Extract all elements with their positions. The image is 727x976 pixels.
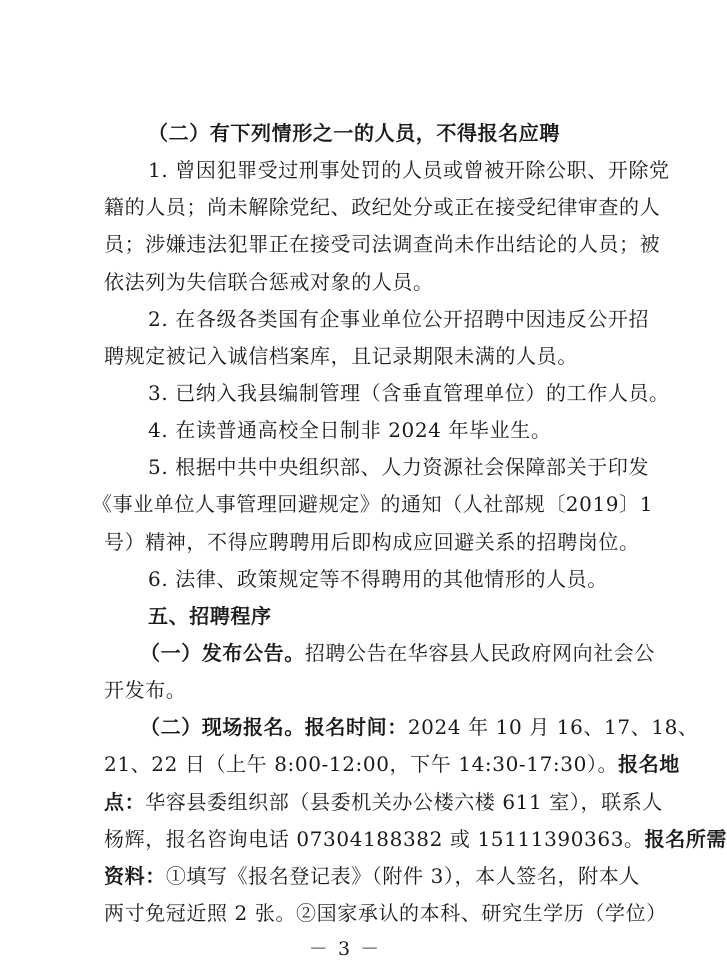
sub-2-line-2 [104,749,680,779]
page-number: － 3 － [308,938,382,960]
sub-1-text: 招聘公告在华容县人民政府网向社会公 [304,641,656,665]
item-6: 6. 法律、政策规定等不得聘用的其他情形的人员。 [148,567,608,591]
item-5-line-1: 5. 根据中共中央组织部、人力资源社会保障部关于印发 [148,455,650,479]
item-1-line-4: 依法列为失信联合惩戒对象的人员。 [104,270,434,294]
sub-1-line-2: 开发布。 [104,678,187,702]
sub-2-materials-label: 报名所需 [644,827,727,851]
sub-2-line-1 [140,712,699,742]
sub-2-time: 2024 年 10 月 16、17、18、 [407,715,699,739]
item-4: 4. 在读普通高校全日制非 2024 年毕业生。 [148,418,552,442]
sub-2-line-4 [104,824,727,854]
item-5-line-2: 《事业单位人事管理回避规定》的通知（人社部规〔2019〕1 [92,492,654,516]
item-1-line-1: 1. 曾因犯罪受过刑事处罚的人员或曾被开除公职、开除党 [148,158,670,182]
item-5-line-3: 号）精神，不得应聘聘用后即构成应回避关系的招聘岗位。 [104,530,640,554]
item-3: 3. 已纳入我县编制管理（含垂直管理单位）的工作人员。 [148,381,670,405]
sub-2-line-3 [104,787,663,817]
item-2-line-2: 聘规定被记入诚信档案库，且记录期限未满的人员。 [104,344,578,368]
heading-section-2: （二）有下列情形之一的人员，不得报名应聘 [148,121,560,145]
sub-2-location: 华容县委组织部（县委机关办公楼六楼 611 室），联系人 [145,790,663,814]
item-1-line-2: 籍的人员；尚未解除党纪、政纪处分或正在接受纪律审查的人 [104,195,661,219]
item-1-line-3: 员；涉嫌违法犯罪正在接受司法调查尚未作出结论的人员；被 [104,232,661,256]
sub-2-location-label-end: 点： [104,790,146,814]
sub-2-contact: 杨辉，报名咨询电话 07304188382 或 15111390363。 [104,827,645,851]
sub-2-title: （二）现场报名。报名时间： [140,715,408,739]
item-2-line-1: 2. 在各级各类国有企事业单位公开招聘中因违反公开招 [148,307,650,331]
sub-2-materials-label-end: 资料： [104,864,166,888]
sub-2-line-5 [104,861,640,891]
sub-1-line-1 [140,638,655,668]
section-5-title: 五、招聘程序 [148,604,272,628]
sub-2-materials: ①填写《报名登记表》（附件 3），本人签名，附本人 [165,864,640,888]
sub-2-line-6: 两寸免冠近照 2 张。②国家承认的本科、研究生学历（学位） [104,901,667,925]
sub-2-location-label: 报名地 [618,752,680,776]
sub-2-hours: 21、22 日（上午 8:00-12:00，下午 14:30-17:30）。 [104,752,619,776]
sub-1-title: （一）发布公告。 [140,641,305,665]
